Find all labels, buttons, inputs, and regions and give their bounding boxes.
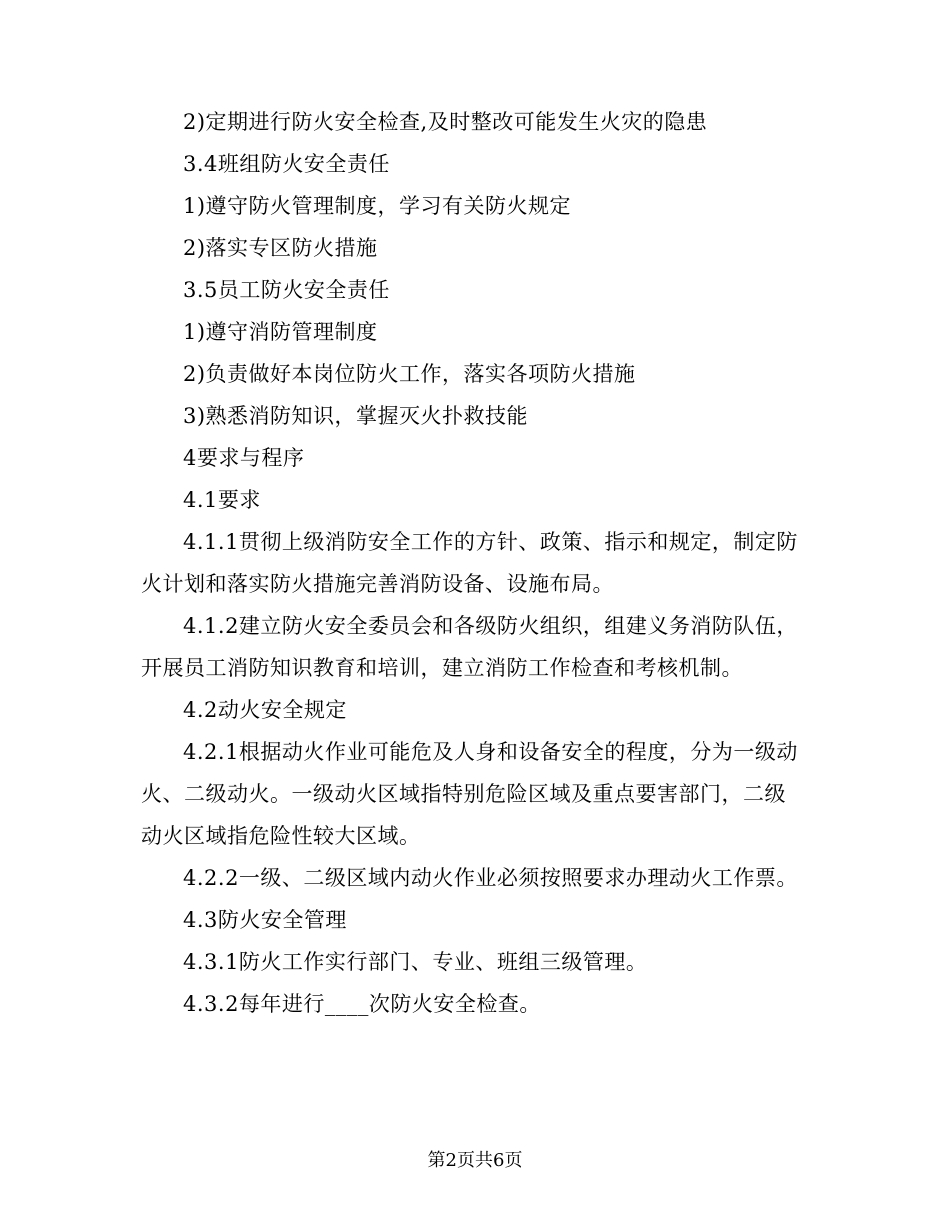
section-heading: 3.4班组防火安全责任	[183, 152, 390, 176]
paragraph: 1)遵守消防管理制度	[183, 320, 378, 344]
section-heading: 4.3防火安全管理	[183, 908, 347, 932]
paragraph: 4.1.2建立防火安全委员会和各级防火组织，组建义务消防队伍，开展员工消防知识教育和培训，建立消防工作检查和考核机制。	[141, 614, 798, 680]
section-heading: 3.5员工防火安全责任	[183, 278, 390, 302]
section-heading: 4要求与程序	[183, 446, 305, 470]
paragraph: 2)负责做好本岗位防火工作，落实各项防火措施	[183, 362, 636, 386]
page-number-footer: 第2页共6页	[427, 1150, 523, 1171]
paragraph: 4.1.1贯彻上级消防安全工作的方针、政策、指示和规定，制定防火计划和落实防火措施完善消防设备、设施布局。	[141, 530, 798, 596]
paragraph: 4.2.2一级、二级区域内动火作业必须按照要求办理动火工作票。	[183, 866, 798, 890]
paragraph: 2)定期进行防火安全检查,及时整改可能发生火灾的隐患	[183, 110, 708, 134]
section-heading: 4.1要求	[183, 488, 261, 512]
paragraph: 4.2.1根据动火作业可能危及人身和设备安全的程度，分为一级动火、二级动火。一级动火区域指特别危险区域及重点要害部门，二级动火区域指危险性较大区域。	[141, 740, 798, 848]
section-heading: 4.2动火安全规定	[183, 698, 347, 722]
paragraph: 4.3.2每年进行____次防火安全检查。	[183, 992, 541, 1016]
paragraph: 1)遵守防火管理制度，学习有关防火规定	[183, 194, 572, 218]
paragraph: 3)熟悉消防知识，掌握灭火扑救技能	[183, 404, 529, 428]
document-body	[141, 101, 801, 1025]
paragraph: 2)落实专区防火措施	[183, 236, 378, 260]
paragraph: 4.3.1防火工作实行部门、专业、班组三级管理。	[183, 950, 648, 974]
